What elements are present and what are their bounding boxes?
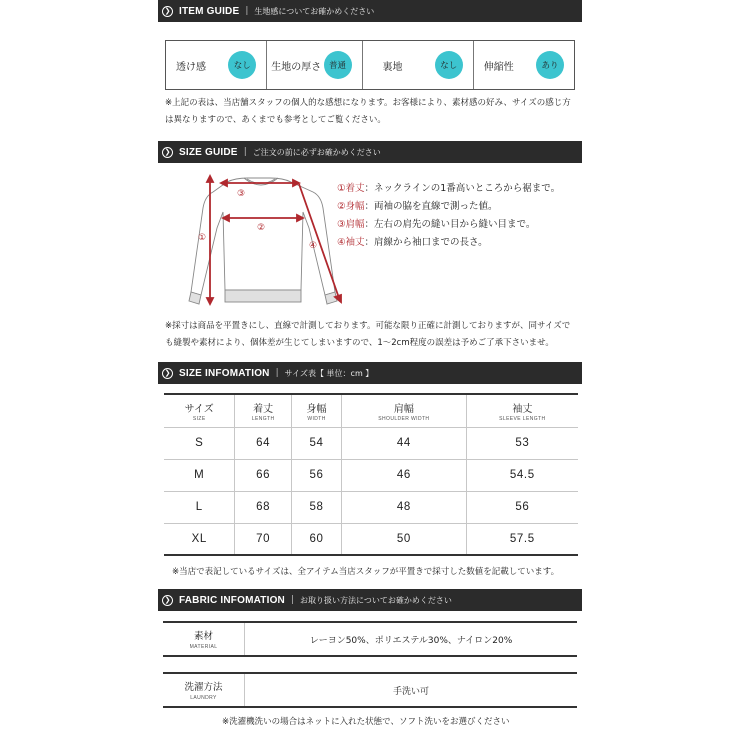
note-line: も縫製や素材により、個体差が生じてしまいますので、1～2cm程度の誤差は予めご了承下さいませ。 [165, 338, 554, 348]
table-row [164, 491, 578, 523]
measure-lines [207, 176, 341, 304]
table-cell: 70 [235, 523, 292, 555]
table-cell: 68 [235, 491, 292, 523]
guide-badge: 普通 [324, 51, 352, 79]
table-cell: XL [164, 523, 235, 555]
fabric-info-header [158, 589, 582, 611]
item-guide-table [165, 40, 575, 90]
table-cell: 54 [291, 427, 341, 459]
table-cell: L [164, 491, 235, 523]
divider: | [245, 6, 249, 16]
divider: | [290, 595, 295, 605]
table-cell: 57.5 [466, 523, 578, 555]
divider: | [243, 147, 247, 157]
guide-item-transparency [166, 41, 267, 89]
marker-4: ④ [308, 241, 318, 251]
size-info-header [158, 362, 582, 384]
chevron-right-icon: ❯ [162, 147, 173, 158]
size-table [164, 393, 578, 556]
guide-label: 生地の厚さ [271, 61, 322, 73]
fabric-laundry-row [163, 672, 577, 708]
table-cell: 64 [235, 427, 292, 459]
size-guide-header [158, 141, 582, 163]
divider: | [275, 368, 279, 378]
size-guide-legend [337, 180, 560, 252]
guide-item-lining [363, 41, 474, 89]
guide-label: 伸縮性 [483, 61, 514, 73]
table-header-row [164, 394, 578, 427]
table-cell: 48 [342, 491, 467, 523]
header-sleeve: 袖丈 SLEEVE LENGTH [466, 394, 578, 427]
section-title: SIZE GUIDE [179, 146, 238, 158]
section-subtitle: お取り扱い方法についてお確かめください [300, 595, 452, 605]
note-line: ※採寸は商品を平置きにし、直線で計測しております。可能な限り正確に計測しておりますが、同サイズで [165, 321, 571, 331]
table-cell: 56 [291, 459, 341, 491]
marker-2: ② [256, 223, 266, 233]
guide-badge: なし [228, 51, 256, 79]
header-size: サイズ SIZE [164, 394, 235, 427]
section-title: FABRIC INFOMATION [179, 594, 285, 606]
section-subtitle: サイズ表【 単位：cm 】 [284, 368, 374, 378]
header-width: 身幅 WIDTH [291, 394, 341, 427]
marker-1: ① [197, 233, 207, 243]
marker-3: ③ [236, 189, 246, 199]
legend-line: ④袖丈：肩線から袖口までの長さ。 [337, 237, 488, 248]
table-cell: 50 [342, 523, 467, 555]
guide-label: 裏地 [382, 61, 403, 73]
guide-badge: なし [435, 51, 463, 79]
guide-item-thickness [267, 41, 362, 89]
laundry-label: 洗濯方法 LAUNDRY [163, 674, 245, 706]
section-subtitle: 生地感についてお確かめください [254, 6, 375, 16]
section-title: SIZE INFOMATION [179, 367, 270, 379]
chevron-right-icon: ❯ [162, 368, 173, 379]
table-cell: 56 [466, 491, 578, 523]
table-cell: 54.5 [466, 459, 578, 491]
legend-line: ①着丈：ネックラインの1番高いところから裾まで。 [337, 183, 561, 194]
table-row [164, 427, 578, 459]
table-cell: S [164, 427, 235, 459]
item-guide-header [158, 0, 582, 22]
guide-label: 透け感 [176, 61, 206, 73]
laundry-value: 手洗い可 [392, 686, 429, 697]
chevron-right-icon: ❯ [162, 6, 173, 17]
table-cell: 66 [235, 459, 292, 491]
sweater-diagram [165, 168, 345, 308]
note-line: ※上記の表は、当店舗スタッフの個人的な感想になります。お客様により、素材感の好み、サイズの感じ方 [165, 98, 571, 108]
material-value: レーヨン50%、ポリエステル30%、ナイロン20% [309, 635, 513, 646]
header-shoulder: 肩幅 SHOULDER WIDTH [342, 394, 467, 427]
fabric-note: ※洗濯機洗いの場合はネットに入れた状態で、ソフト洗いをお選びください [222, 717, 510, 727]
item-guide-note [165, 95, 585, 129]
table-cell: 44 [342, 427, 467, 459]
legend-line: ③肩幅：左右の肩先の縫い目から縫い目まで。 [337, 219, 536, 230]
table-cell: 58 [291, 491, 341, 523]
size-guide-note [165, 318, 585, 352]
note-line: は異なりますので、あくまでも参考としてご覧ください。 [165, 115, 386, 125]
fabric-material-row [163, 621, 577, 657]
guide-item-stretch [474, 41, 574, 89]
table-row [164, 459, 578, 491]
size-info-note: ※当店で表記しているサイズは、全アイテム当店スタッフが平置きで採寸した数値を記載しています。 [172, 567, 560, 577]
guide-badge: あり [536, 51, 564, 79]
table-row [164, 523, 578, 555]
legend-line: ②身幅：両袖の脇を直線で測った値。 [337, 201, 498, 212]
section-subtitle: ご注文の前に必ずお確かめください [252, 147, 381, 157]
table-cell: 46 [342, 459, 467, 491]
material-label: 素材 MATERIAL [163, 623, 245, 655]
section-title: ITEM GUIDE [179, 5, 240, 17]
table-cell: 53 [466, 427, 578, 459]
table-cell: 60 [291, 523, 341, 555]
chevron-right-icon: ❯ [162, 595, 173, 606]
table-cell: M [164, 459, 235, 491]
header-length: 着丈 LENGTH [235, 394, 292, 427]
